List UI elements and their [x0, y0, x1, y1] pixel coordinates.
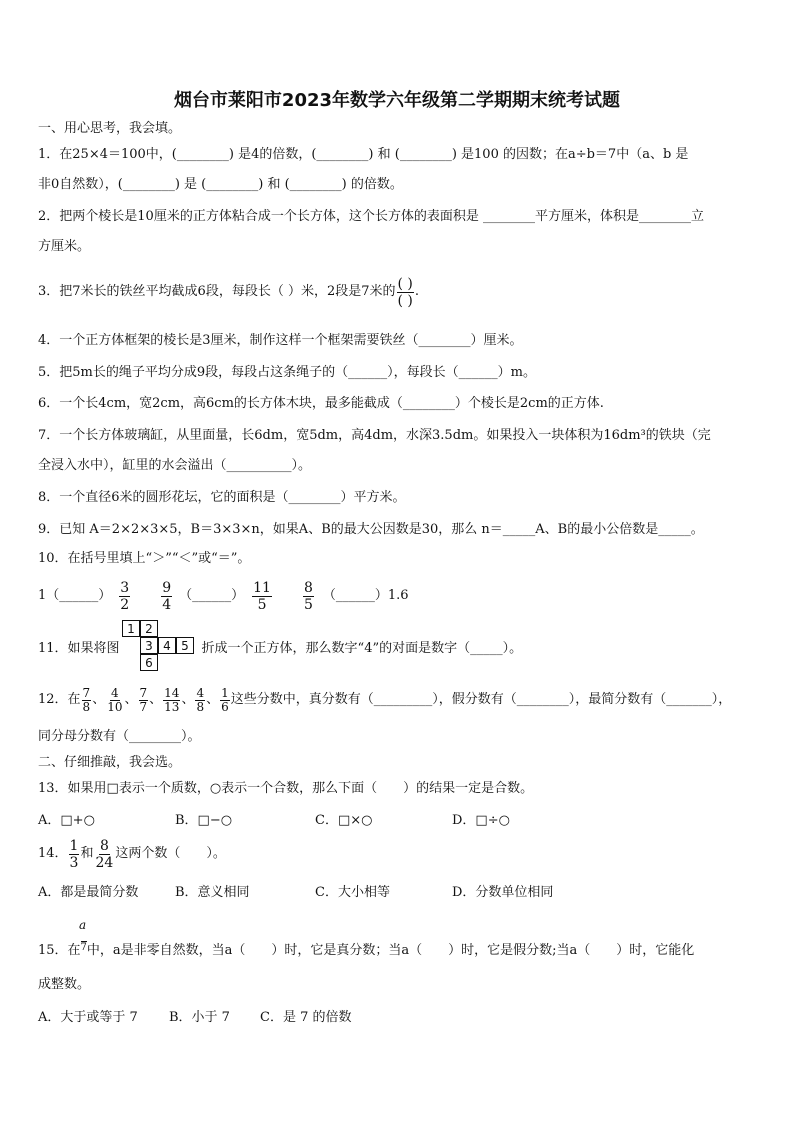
q10-item-a-left: 1（______）: [38, 588, 112, 603]
q12-f4-den: 13: [164, 699, 180, 714]
question-5: 5．把5m长的绳子平均分成9段，每段占这条绳子的（______），每段长（______）m。: [38, 365, 536, 380]
question-15-text: 中，a是非零自然数，当a（ ）时，它是真分数；当a（ ）时，它是假分数;当a（ ）时，它能化: [86, 943, 695, 958]
q10-item-b-mid: （______）: [179, 588, 245, 603]
q12-f3-den: 7: [139, 699, 148, 714]
question-14-post: 这两个数（ ）。: [115, 846, 226, 861]
section-heading-2: 二、仔细推敲，我会选。: [38, 755, 182, 770]
question-2-line-1: 2．把两个棱长是10厘米的正方体粘合成一个长方体，这个长方体的表面积是 ________平方厘米，体积是________立: [38, 209, 704, 224]
question-11-text-post: 折成一个正方体，那么数字“4”的对面是数字（_____）。: [201, 641, 523, 656]
q10-fraction-d: [303, 580, 314, 613]
section-heading-1: 一、用心思考，我会填。: [38, 121, 182, 136]
q13-option-b: B．□−○: [175, 813, 233, 828]
q14-f1-num: 1: [69, 837, 79, 854]
q14-option-d: D．分数单位相同: [452, 885, 554, 900]
q12-sep-3: 、: [149, 692, 163, 707]
q10-fraction-a: [119, 580, 130, 613]
q13-option-c: C．□×○: [315, 813, 373, 828]
question-12-line-2: 同分母分数有（________）。: [38, 729, 201, 744]
q12-fraction-4: [163, 687, 180, 714]
q10-fraction-a-den: 2: [120, 596, 130, 613]
q12-fraction-3: [139, 687, 149, 714]
q10-fraction-c-den: 5: [257, 596, 267, 613]
question-8: 8．一个直径6米的圆形花坛，它的面积是（________）平方米。: [38, 490, 406, 505]
q12-f1-num: 7: [82, 685, 91, 700]
question-14-mid: 和: [80, 846, 94, 861]
question-11-text-pre: 11．如果将图: [38, 641, 120, 656]
q14-option-a: A．都是最简分数: [38, 885, 139, 900]
question-3: [38, 272, 758, 312]
q12-fraction-2: [106, 687, 123, 714]
question-14-pre: 14．: [38, 846, 68, 861]
question-15-line-2: 成整数。: [38, 977, 91, 992]
q12-fraction-1: [82, 687, 92, 714]
net-cell-1: 1: [122, 620, 140, 637]
question-10: 10．在括号里填上“＞”“＜”或“＝”。: [38, 551, 251, 566]
q10-fraction-d-den: 5: [303, 596, 313, 613]
q10-fraction-c: [252, 580, 272, 613]
q12-sep-1: 、: [92, 692, 106, 707]
question-7-line-1: 7．一个长方体玻璃缸，从里面量，长6dm，宽5dm，高4dm，水深3.5dm。如果投入一块体积为16dm³的铁块（完: [38, 428, 711, 443]
question-1-line-2: 非0自然数），(________) 是 (________) 和 (________) 的倍数。: [38, 177, 403, 192]
q14-option-b: B．意义相同: [175, 885, 250, 900]
q15-option-a: A．大于或等于 7: [38, 1010, 138, 1025]
question-15-denominator: 7: [80, 942, 87, 953]
q14-option-c: C．大小相等: [315, 885, 390, 900]
q12-sep-4: 、: [181, 692, 195, 707]
q10-fraction-a-num: 3: [120, 579, 130, 596]
question-2-line-2: 方厘米。: [38, 239, 91, 254]
question-9: 9．已知 A＝2×2×3×5，B＝3×3×n，如果A、B的最大公因数是30，那么 n＝_____A、B的最小公倍数是_____。: [38, 522, 704, 537]
net-cell-6: 6: [140, 654, 158, 671]
q10-fraction-b-den: 4: [162, 596, 172, 613]
page-title: 烟台市莱阳市2023年数学六年级第二学期期末统考试题: [173, 90, 621, 111]
question-12-post: 这些分数中，真分数有（_________），假分数有（________），最简分数有（_______），: [230, 692, 732, 707]
question-3-period: .: [414, 284, 420, 299]
net-cell-5: 5: [176, 637, 194, 654]
q10-item-d-right: （______）1.6: [322, 588, 409, 603]
q10-fraction-d-num: 8: [303, 579, 313, 596]
q12-f6-den: 6: [221, 699, 229, 714]
question-3-text: 3．把7米长的铁丝平均截成6段，每段长（ ）米，2段是7米的: [38, 284, 396, 299]
q14-f1-den: 3: [69, 854, 79, 871]
question-15-line-1: [38, 942, 758, 961]
q13-option-a: A．□+○: [38, 813, 95, 828]
question-15-numerator-a: a: [79, 918, 87, 932]
q12-f5-num: 4: [196, 685, 205, 700]
question-1-line-1: 1．在25×4＝100中，(________) 是4的倍数，(________) 和 (________) 是100 的因数；在a÷b＝7中（a、b 是: [38, 147, 689, 162]
question-3-fraction: [397, 276, 414, 309]
q12-f6-num: 1: [221, 685, 229, 700]
question-6: 6．一个长4cm，宽2cm，高6cm的长方体木块，最多能截成（________）个棱长是2cm的正方体.: [38, 396, 604, 411]
q13-option-d: D．□÷○: [452, 813, 510, 828]
q12-f1-den: 8: [82, 699, 91, 714]
question-13: 13．如果用□表示一个质数，○表示一个合数，那么下面（ ）的结果一定是合数。: [38, 781, 534, 796]
q12-fraction-6: [220, 687, 230, 714]
q12-sep-2: 、: [124, 692, 138, 707]
q14-fraction-1: [69, 838, 80, 871]
question-12: [38, 682, 758, 718]
question-3-fraction-denominator: ( ): [397, 292, 413, 309]
q12-f4-num: 14: [164, 685, 180, 700]
question-15-pre: 15．在: [38, 943, 81, 958]
q10-fraction-c-num: 11: [253, 579, 271, 596]
q10-fraction-b: [161, 580, 172, 613]
q10-fraction-b-num: 9: [162, 579, 172, 596]
question-3-fraction-numerator: ( ): [397, 275, 413, 292]
q15-option-c: C．是 7 的倍数: [260, 1010, 352, 1025]
q12-fraction-5: [195, 687, 205, 714]
q14-fraction-2: [94, 838, 114, 871]
q12-f2-num: 4: [111, 685, 119, 700]
q14-f2-num: 8: [99, 837, 109, 854]
q14-f2-den: 24: [95, 854, 114, 871]
question-12-pre: 12．在: [38, 692, 81, 707]
question-4: 4．一个正方体框架的棱长是3厘米，制作这样一个框架需要铁丝（________）厘米。: [38, 333, 523, 348]
question-7-line-2: 全浸入水中），缸里的水会溢出（__________）。: [38, 458, 312, 473]
question-14: [38, 836, 758, 872]
net-cell-3: 3: [140, 637, 158, 654]
net-cell-4: 4: [158, 637, 176, 654]
q15-option-b: B．小于 7: [169, 1010, 230, 1025]
q12-f5-den: 8: [196, 699, 205, 714]
q12-sep-5: 、: [206, 692, 220, 707]
question-10-items: [38, 578, 758, 614]
q12-f2-den: 10: [107, 699, 123, 714]
q12-f3-num: 7: [139, 685, 148, 700]
net-cell-2: 2: [140, 620, 158, 637]
cube-net-figure: [122, 620, 202, 676]
